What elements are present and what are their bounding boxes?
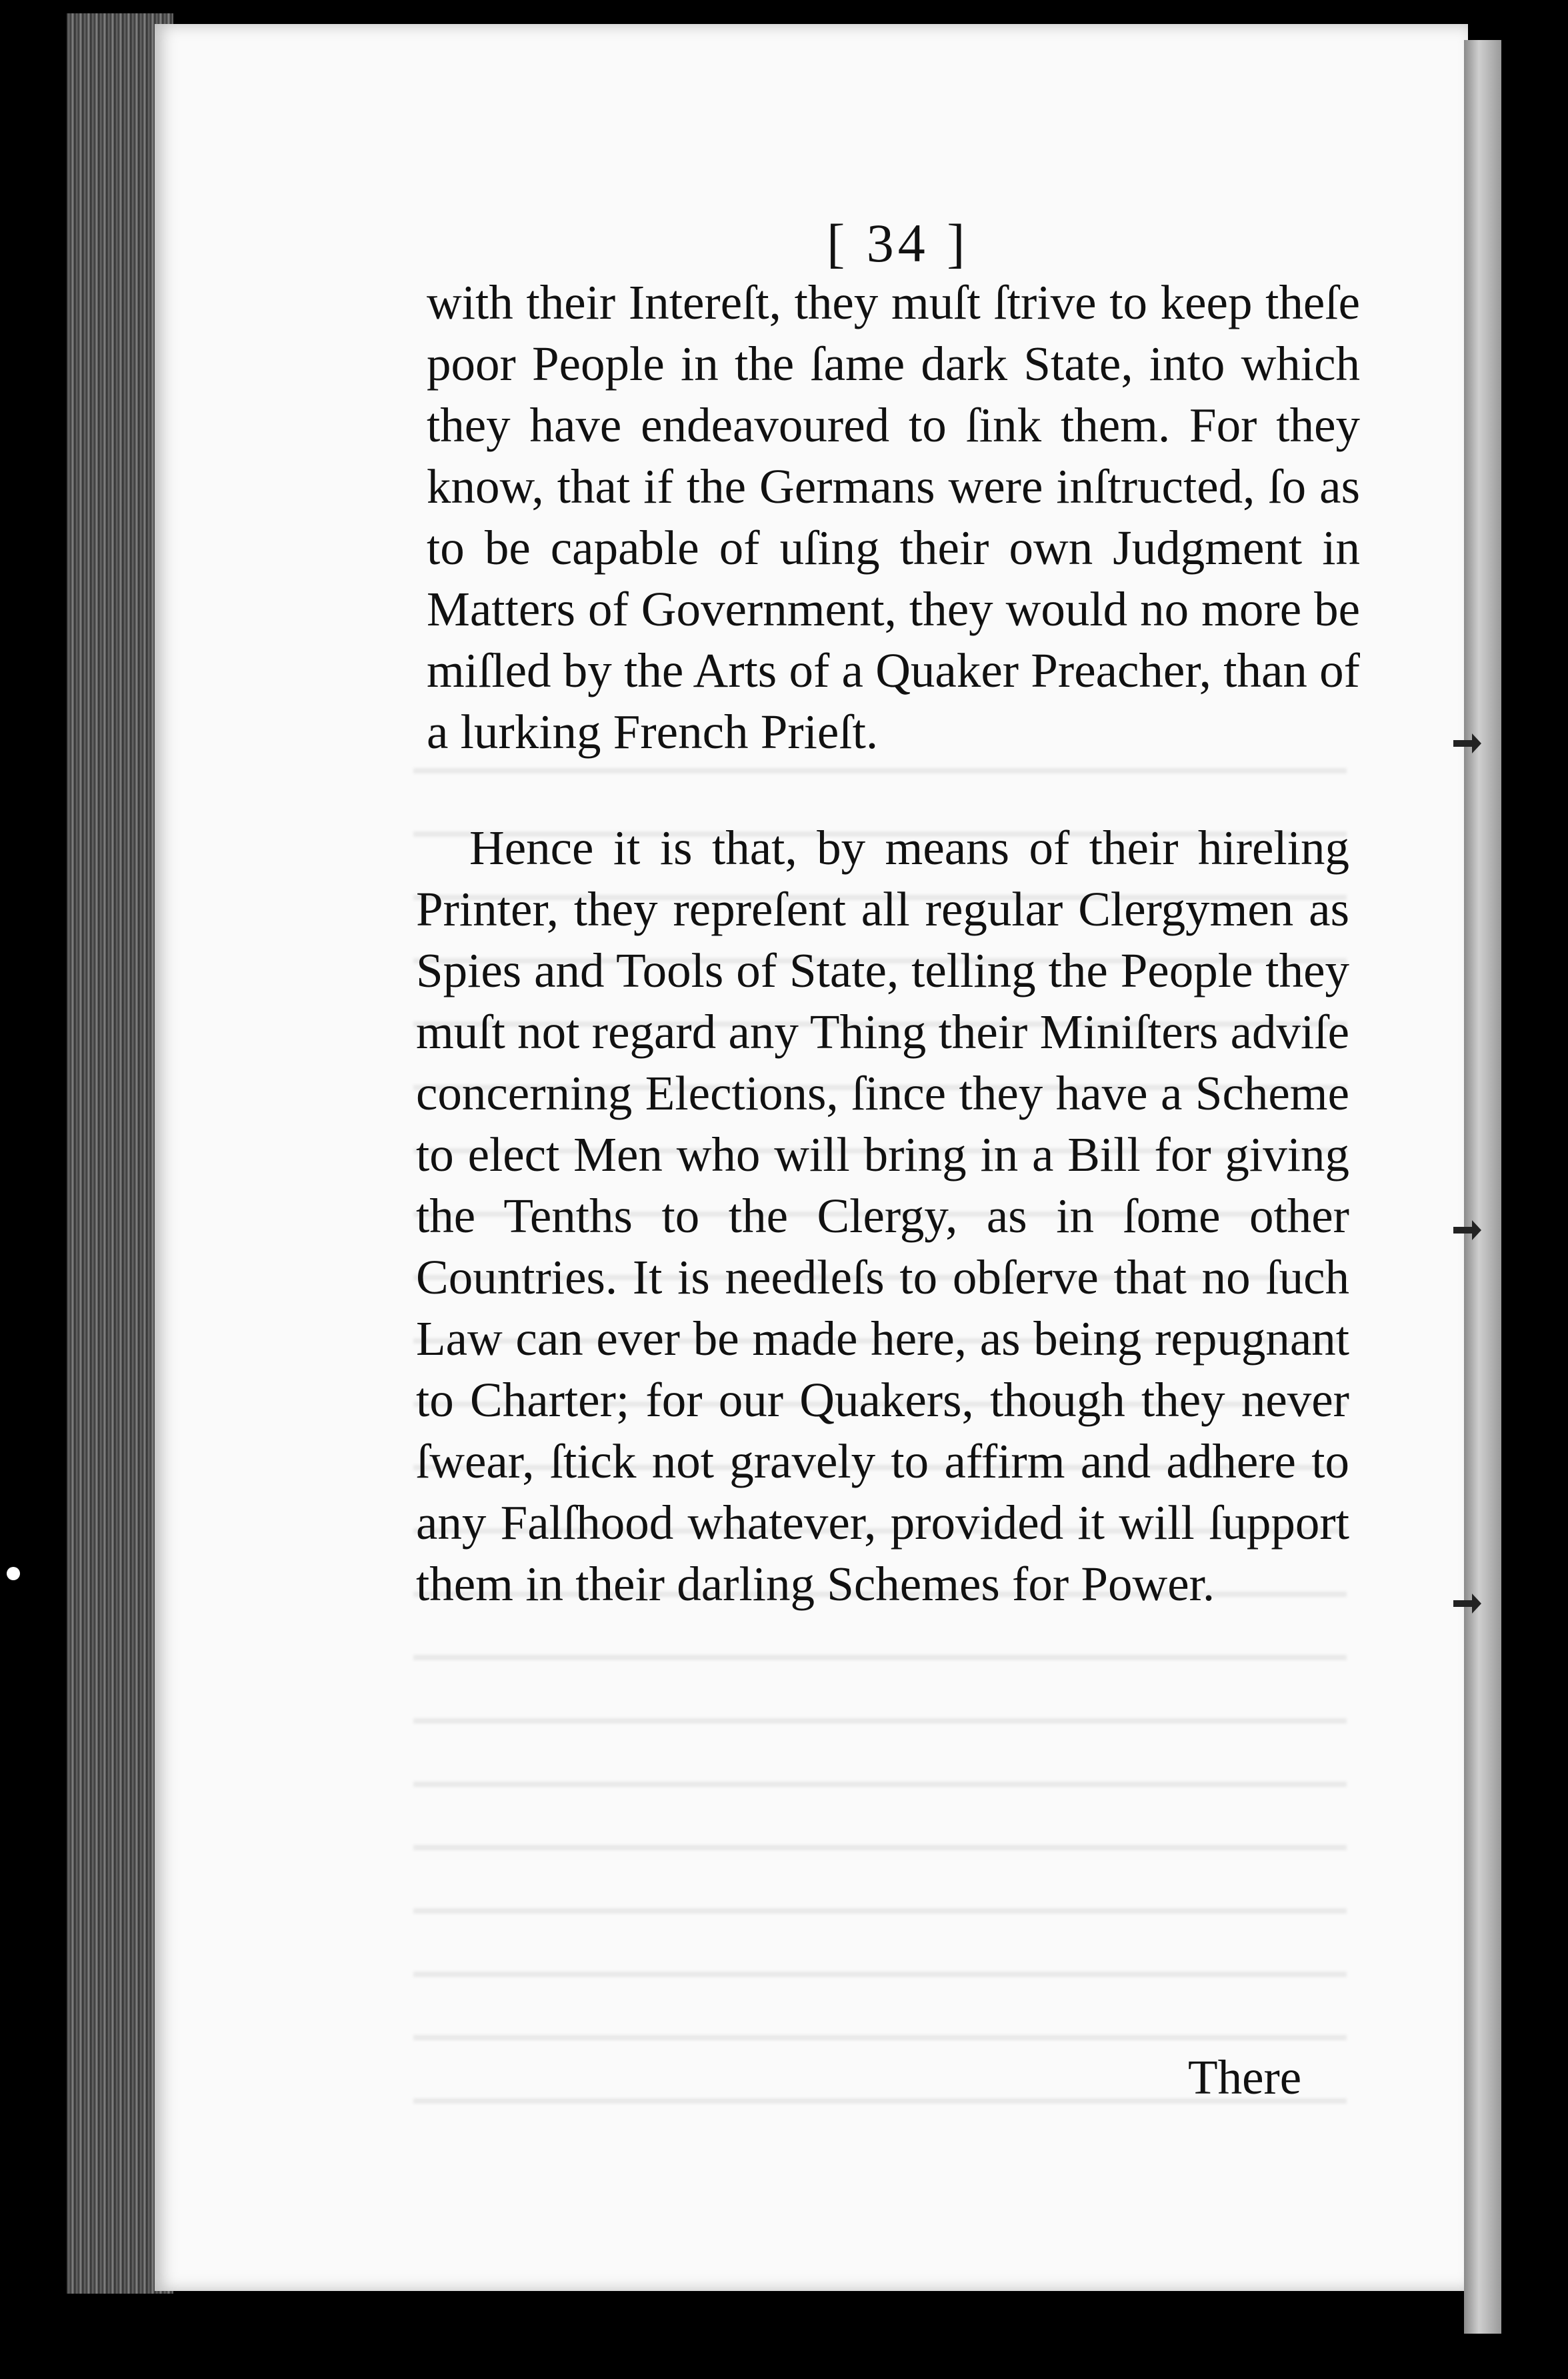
page-text	[416, 272, 1360, 1615]
paragraph-1: with their Intereſt, they muſt ſtrive to keep theſe poor People in the ſame dark State, into which they have endeavoured to ſink them. For they know, that if the Germans were inſtructed, ſo as to be capable of uſing their own Judgment in Matters of Government, they would no more be miſled by the Arts of a Quaker Preacher, than of a lurking French Prieſt.	[427, 275, 1360, 759]
page-number: [ 34 ]	[827, 213, 969, 273]
margin-arrow-mark-2	[1453, 1227, 1476, 1234]
paragraph-2: Hence it is that, by means of their hireling Printer, they repreſent all regular Clergymen as Spies and Tools of State, telling the People they muſt not regard any Thing their Miniſters adviſe concerning Elections, ſince they have a Scheme to elect Men who will bring in a Bill for giving the Tenths to the Clergy, as in ſome other Countries. It is needleſs to obſerve that no ſuch Law can ever be made here, as being repugnant to Charter; for our Quakers, though they never ſwear, ſtick not gravely to affirm and adhere to any Falſhood whatever, provided it will ſupport them in their darling Schemes for Power.	[416, 821, 1349, 1611]
margin-arrow-mark-1	[1453, 740, 1476, 747]
facing-page-edge	[1464, 40, 1501, 2334]
catchword: There	[1188, 2050, 1302, 2104]
margin-arrow-mark-3	[1453, 1600, 1476, 1607]
dust-speck	[7, 1567, 20, 1580]
